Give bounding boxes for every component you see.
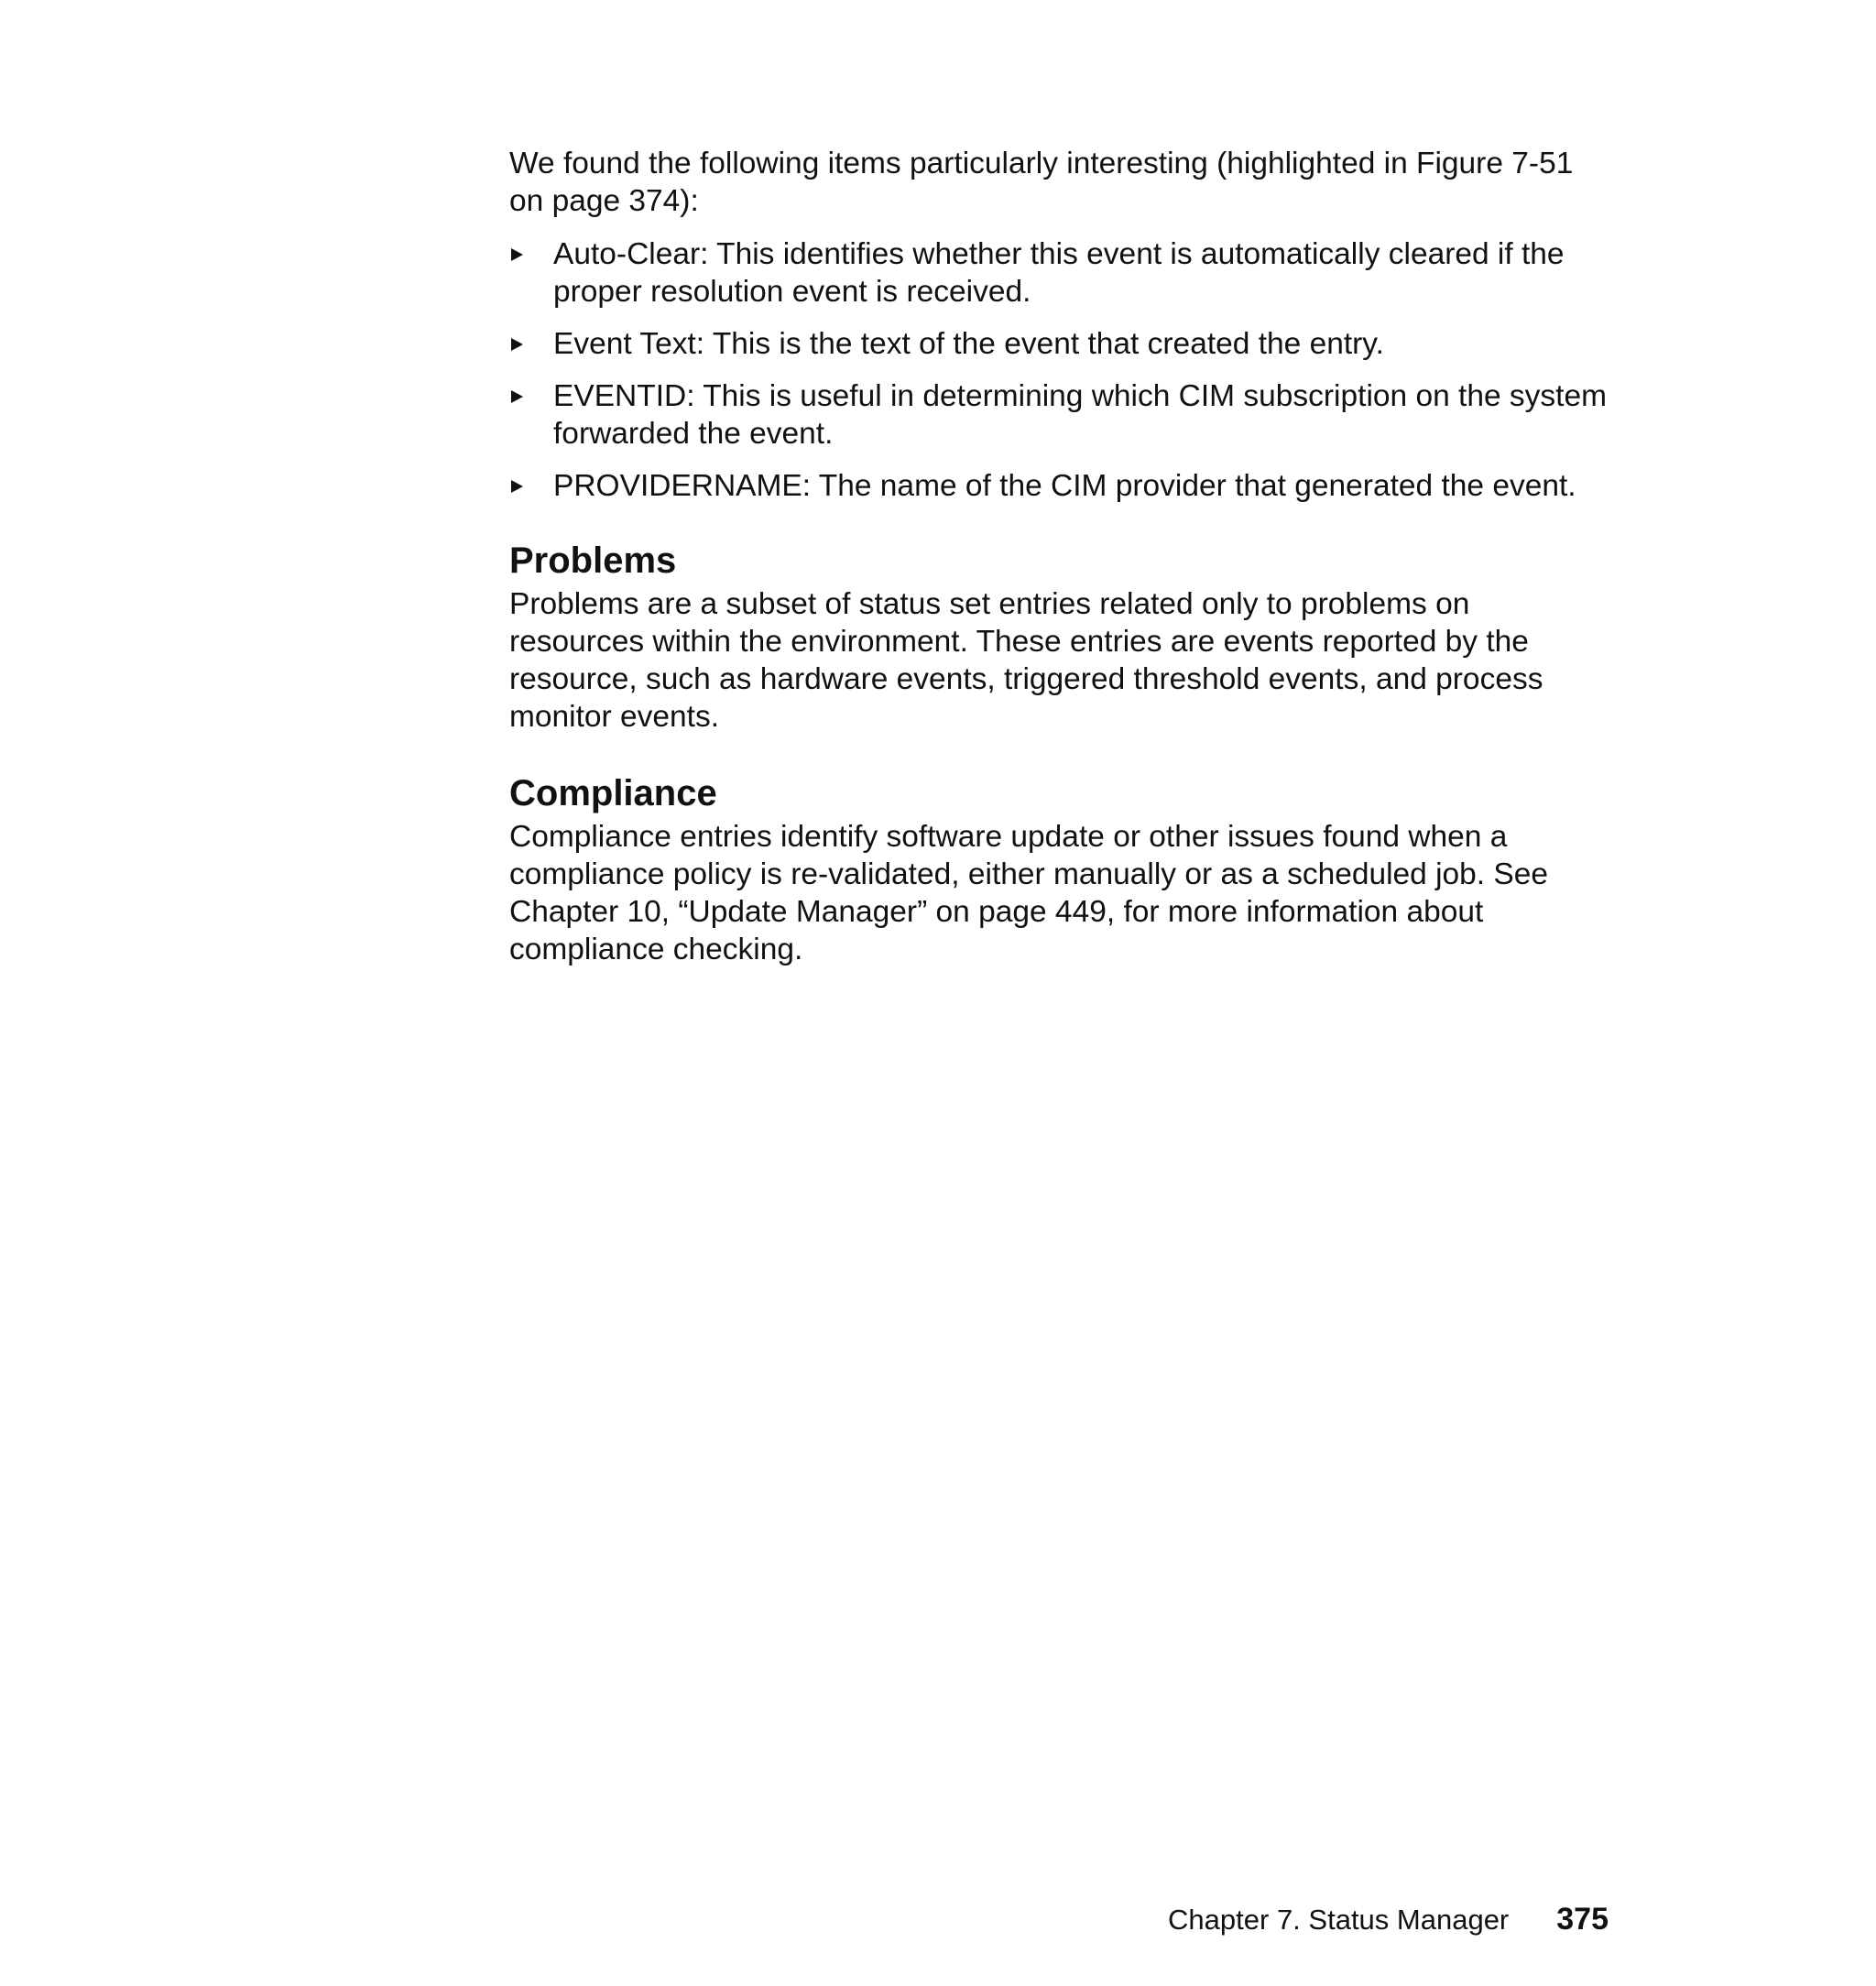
list-item xyxy=(509,235,1609,311)
list-item xyxy=(509,325,1609,363)
bullet-arrow-icon xyxy=(511,248,523,261)
compliance-paragraph: Compliance entries identify software update or other issues found when a compliance policy is re-validated, either manually or as a scheduled job. See Chapter 10, “Update Manager” on page 449, for more information about compliance checking. xyxy=(509,820,1549,966)
compliance-heading: Compliance xyxy=(509,773,717,813)
list-item xyxy=(509,377,1609,453)
intro-paragraph: We found the following items particularly interesting (highlighted in Figure 7-51 on page 374): xyxy=(509,147,1574,218)
bullet-arrow-icon xyxy=(511,338,523,351)
list-item xyxy=(509,467,1609,505)
bullet-arrow-icon xyxy=(511,390,523,403)
list-item-text: Auto-Clear: This identifies whether this event is automatically cleared if the proper resolution event is received. xyxy=(553,237,1565,309)
list-item-text: EVENTID: This is useful in determining which CIM subscription on the system forwarded the event. xyxy=(553,379,1607,451)
page-number: 375 xyxy=(1556,1902,1609,1937)
page-footer xyxy=(1168,1902,1609,1937)
list-item-text: Event Text: This is the text of the event that created the entry. xyxy=(553,327,1384,361)
list-item-text: PROVIDERNAME: The name of the CIM provider that generated the event. xyxy=(553,469,1576,503)
problems-paragraph: Problems are a subset of status set entries related only to problems on resources within the environment. These entries are events reported by the resource, such as hardware events, triggered threshold events, and process monitor events. xyxy=(509,587,1543,734)
bullet-list xyxy=(509,235,1609,505)
bullet-arrow-icon xyxy=(511,480,523,493)
footer-chapter-title: Chapter 7. Status Manager xyxy=(1168,1904,1510,1936)
page-content xyxy=(509,145,1609,968)
problems-heading: Problems xyxy=(509,540,677,581)
